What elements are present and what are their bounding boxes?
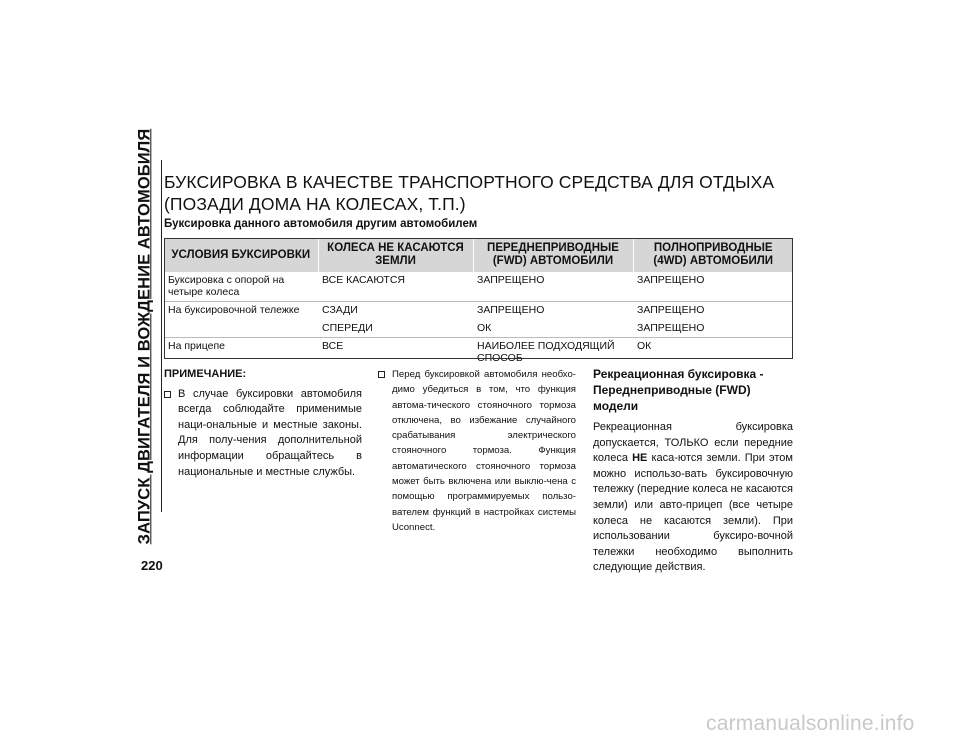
checkbox-bullet-icon [164, 391, 171, 398]
table-row [164, 302, 793, 320]
table-cell: ОК [633, 338, 793, 368]
note-column [164, 367, 362, 480]
table-cell: Буксировка с опорой на четыре колеса [168, 274, 285, 298]
table-cell: ЗАПРЕЩЕНО [477, 274, 545, 286]
table-cell: СПЕРЕДИ [318, 320, 473, 338]
table-row [164, 338, 793, 368]
section-paragraph [593, 420, 793, 576]
table-header-cell: УСЛОВИЯ БУКСИРОВКИ [164, 238, 318, 272]
table-cell: СЗАДИ [318, 302, 473, 320]
table-cell: НАИБОЛЕЕ ПОДХОДЯЩИЙ СПОСОБ [473, 338, 633, 368]
towing-table [164, 238, 793, 368]
table-cell: На буксировочной тележке [164, 302, 318, 320]
table-header-row [164, 238, 793, 272]
table-cell: На прицепе [164, 338, 318, 368]
table-cell: ВСЕ [318, 338, 473, 368]
note-bullet-text: В случае буксировки автомобиля всегда соблюдайте применимые наци-ональные и местные законы. Для полу-чения дополнительной информации обращайтесь в национальные и местные службы. [178, 387, 362, 478]
chapter-side-tab [129, 128, 162, 544]
section-subtitle: Буксировка данного автомобиля другим автомобилем [164, 218, 478, 230]
note-bullet [378, 367, 576, 535]
note-bullet-text: Перед буксировкой автомобиля необхо-димо убедиться в том, что функция автома-тического стояночного тормоза отключена, во избежание случайного срабатывания электрического стояночного тормоза. Функция автоматического стояночного тормоза может быть включена или выклю-чена с помощью программируемых пользо-вателем функций в настройках системы Uconnect. [392, 369, 576, 533]
page-title: БУКСИРОВКА В КАЧЕСТВЕ ТРАНСПОРТНОГО СРЕДСТВА ДЛЯ ОТДЫХА (ПОЗАДИ ДОМА НА КОЛЕСАХ, Т.П.) [164, 172, 775, 214]
paragraph-text: Рекреационная буксировка допускается, ТОЛЬКО если передние колеса [593, 421, 793, 465]
note-title: ПРИМЕЧАНИЕ: [164, 368, 247, 380]
table-cell: ЗАПРЕЩЕНО [637, 274, 705, 286]
table-cell: ЗАПРЕЩЕНО [633, 302, 793, 320]
table-row [164, 272, 793, 302]
note-column-2 [378, 367, 576, 535]
chapter-side-tab-label: ЗАПУСК ДВИГАТЕЛЯ И ВОЖДЕНИЕ АВТОМОБИЛЯ [135, 128, 154, 544]
fwd-towing-section [593, 366, 793, 576]
table-header-cell: ПЕРЕДНЕПРИВОДНЫЕ (FWD) АВТОМОБИЛИ [473, 238, 633, 272]
table-cell: ЗАПРЕЩЕНО [473, 302, 633, 320]
paragraph-text: каса-ются земли. При этом можно использо-вать буксировочную тележку (передние колеса не касаются земли) или авто-прицеп (все четыре колеса не касаются земли). При использовании буксиро-вочной тележки необходимо выполнить следующие действия. [593, 452, 793, 574]
watermark: carmanualsonline.info [706, 712, 915, 735]
page-number: 220 [141, 558, 163, 573]
checkbox-bullet-icon [378, 371, 385, 378]
section-heading: Рекреационная буксировка - Переднеприводные (FWD) модели [593, 367, 764, 413]
table-cell: ЗАПРЕЩЕНО [633, 320, 793, 338]
table-cell: ОК [473, 320, 633, 338]
paragraph-emphasis: НЕ [632, 452, 648, 465]
table-cell: ВСЕ КАСАЮТСЯ [322, 274, 406, 286]
table-header-cell: КОЛЕСА НЕ КАСАЮТСЯ ЗЕМЛИ [318, 238, 473, 272]
table-cell [164, 320, 318, 338]
note-bullet [164, 387, 362, 481]
table-row [164, 320, 793, 338]
table-header-cell: ПОЛНОПРИВОДНЫЕ (4WD) АВТОМОБИЛИ [633, 238, 793, 272]
